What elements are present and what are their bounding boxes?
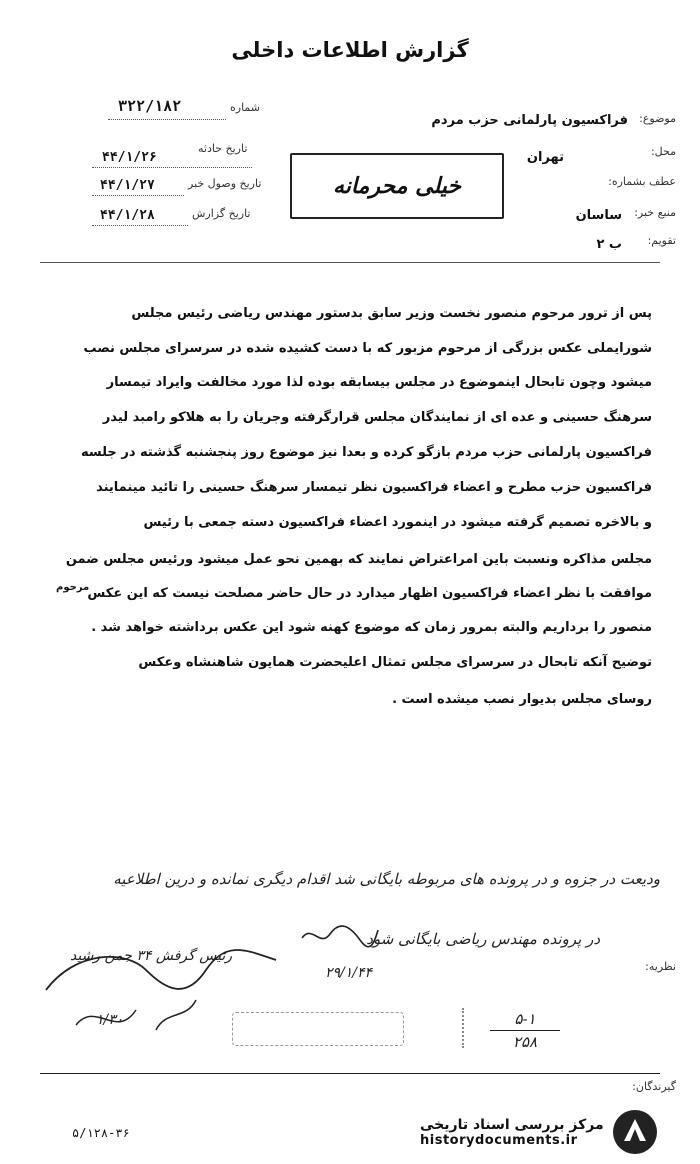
- event-date-value: ۴۴/۱/۲۶: [102, 150, 157, 165]
- rating-label: تقویم:: [647, 234, 676, 247]
- watermark-text: [420, 1117, 604, 1148]
- footer-divider: [40, 1073, 660, 1074]
- handwritten-note-line2: در پرونده مهندس ریاضی بایگانی شود: [366, 930, 600, 948]
- watermark-logo-icon: [610, 1107, 660, 1157]
- source-value: ساسان: [575, 208, 622, 223]
- body-line: سرهنگ حسینی و عده ای از نمایندگان مجلس قرارگرفته وجریان را به هلاکو رامبد لیدر: [102, 410, 652, 425]
- opinion-label: نظریه:: [645, 960, 676, 973]
- reference-fraction: [490, 1010, 560, 1051]
- body-line: منصور را برداریم والبته بمرور زمان که موضوع کهنه شود این عکس برداشته خواهد شد .: [91, 620, 652, 635]
- body-line: شورایملی عکس بزرگی از مرحوم مزبور که با دست کشیده شده در سرسرای مجلس نصب: [83, 341, 652, 356]
- body-line: توضیح آنکه تابحال در سرسرای مجلس تمثال اعلیحضرت همایون شاهنشاه وعکس: [138, 655, 652, 670]
- subject-label: موضوع:: [639, 112, 676, 125]
- body-line: مجلس مذاکره ونسبت باین امراعتراض نمایند که بهمین نحو عمل میشود ورئیس مجلس ضمن: [65, 552, 652, 567]
- rating-value: ب ۲: [596, 237, 622, 252]
- received-date-value: ۴۴/۱/۲۷: [100, 178, 155, 193]
- received-date-dotline: [92, 195, 184, 196]
- watermark: [420, 1104, 692, 1160]
- reference-numerator: ۵-۱: [514, 1010, 536, 1028]
- recipients-label: گیرندگان:: [632, 1080, 676, 1093]
- received-date-label: تاریخ وصول خبر: [188, 177, 262, 190]
- report-date-dotline: [92, 225, 188, 226]
- place-value: تهران: [526, 150, 564, 165]
- body-line: روسای مجلس بدیوار نصب میشده است .: [392, 692, 652, 707]
- subject-value: فراکسیون پارلمانی حزب مردم: [431, 113, 628, 128]
- header-divider: [40, 262, 660, 263]
- faint-stamp-box: [232, 1012, 404, 1046]
- place-label: محل:: [650, 145, 676, 158]
- body-line: فراکسیون پارلمانی حزب مردم بازگو کرده و بعدا نیز موضوع روز پنجشنبه گذشته در جلسه: [81, 445, 652, 460]
- number-value: ۳۲۲/۱۸۲: [118, 97, 182, 115]
- watermark-url: historydocuments.ir: [420, 1132, 578, 1148]
- watermark-name: مرکز بررسی اسناد تاریخی: [420, 1116, 604, 1133]
- faint-stamp-mark: [462, 1008, 478, 1048]
- report-date-label: تاریخ گزارش: [192, 207, 251, 220]
- body-line: میشود وچون تابحال اینموضوع در مجلس بیسابقه بوده لذا مورد مخالفت وایراد تیمسار: [106, 375, 652, 390]
- handwritten-squiggle: [300, 920, 380, 950]
- reference-label: عطف بشماره:: [608, 175, 676, 188]
- handwritten-date2: ۱/۳۰: [96, 1012, 124, 1028]
- signature-text: رئیس گرفش ۳۴ جمن رشید: [70, 948, 232, 964]
- classification-stamp: خیلی محرمانه: [290, 153, 504, 219]
- body-line: و بالاخره تصمیم گرفته میشود در اینمورد اعضاء فراکسیون دسته جمعی با رئیس: [143, 515, 652, 530]
- body-line: فراکسیون حزب مطرح و اعضاء فراکسیون نظر تیمسار سرهنگ حسینی را تائید مینمایند: [96, 480, 652, 495]
- document-number: ۵/۱۲۸-۳۶: [72, 1126, 130, 1140]
- fraction-bar: [490, 1030, 560, 1031]
- number-dotline: [108, 119, 226, 120]
- event-date-label: تاریخ حادثه: [198, 142, 248, 155]
- report-date-value: ۴۴/۱/۲۸: [100, 208, 155, 223]
- body-line: پس از ترور مرحوم منصور نخست وزیر سابق بدستور مهندس ریاضی رئیس مجلس: [131, 306, 652, 321]
- handwritten-note-line1: ودیعت در جزوه و در پرونده های مربوطه بایگانی شد اقدام دیگری نمانده و درین اطلاعیه: [113, 870, 660, 888]
- event-date-dotline: [92, 167, 252, 168]
- document-title: گزارش اطلاعات داخلی: [231, 38, 469, 62]
- inserted-word: مرحوم: [56, 582, 90, 593]
- number-label: شماره: [230, 101, 261, 114]
- reference-denominator: ۲۵۸: [512, 1033, 538, 1051]
- handwritten-date1: ۲۹/۱/۴۴: [325, 965, 373, 981]
- body-line: موافقت با نظر اعضاء فراکسیون اظهار میدارد در حال حاضر مصلحت نیست که این عکس: [87, 586, 652, 601]
- source-label: منبع خبر:: [634, 206, 676, 219]
